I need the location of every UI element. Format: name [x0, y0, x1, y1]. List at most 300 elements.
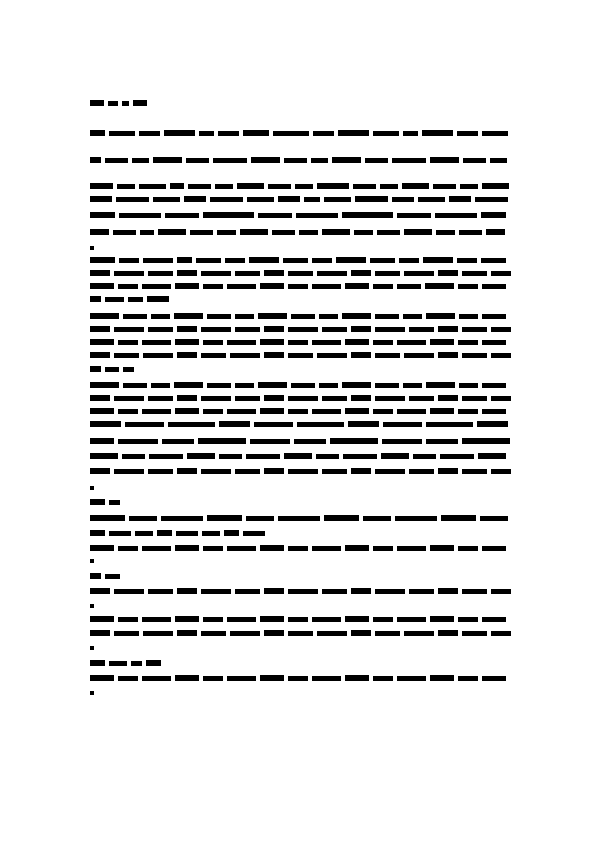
word-block: [351, 468, 371, 474]
word-block: [317, 353, 347, 358]
word-block: [288, 589, 318, 594]
word-block: [295, 184, 313, 189]
text-line: [90, 296, 507, 303]
word-block: [380, 184, 398, 189]
bullet-mark: [90, 646, 94, 650]
word-block: [148, 396, 173, 401]
word-block: [90, 421, 121, 427]
text-line: [90, 382, 507, 389]
word-block: [210, 197, 243, 202]
word-block: [268, 184, 291, 189]
text-line: [90, 438, 507, 445]
word-block: [399, 258, 419, 263]
word-block: [147, 296, 169, 302]
word-block: [409, 589, 434, 594]
word-block: [139, 184, 166, 189]
word-block: [227, 409, 256, 414]
word-block: [438, 630, 458, 636]
word-block: [203, 676, 223, 681]
word-block: [317, 631, 347, 636]
word-block: [345, 616, 369, 622]
word-block: [177, 257, 192, 263]
word-block: [201, 631, 226, 636]
word-block: [264, 630, 284, 636]
word-block: [343, 454, 377, 459]
text-line: [90, 183, 507, 190]
word-block: [170, 183, 184, 189]
word-block: [235, 383, 254, 388]
word-block: [139, 131, 160, 136]
word-block: [117, 184, 135, 189]
word-block: [345, 283, 369, 289]
word-block: [430, 157, 459, 163]
bullet-mark: [90, 559, 94, 563]
word-block: [190, 230, 213, 235]
word-block: [462, 589, 487, 594]
word-block: [288, 271, 313, 276]
word-block: [457, 131, 478, 136]
word-block: [462, 327, 487, 332]
word-block: [177, 352, 197, 358]
word-block: [351, 270, 371, 276]
word-block: [373, 340, 393, 345]
word-block: [113, 230, 136, 235]
word-block: [288, 396, 318, 401]
word-block: [175, 283, 199, 289]
word-block: [264, 326, 284, 332]
word-block: [174, 382, 203, 388]
word-block: [243, 130, 269, 136]
word-block: [227, 340, 256, 345]
word-block: [324, 515, 359, 521]
word-block: [430, 675, 454, 681]
word-block: [459, 230, 482, 235]
word-block: [260, 408, 284, 414]
word-block: [370, 258, 395, 263]
text-line: [90, 157, 507, 164]
word-block: [392, 197, 414, 202]
word-block: [426, 439, 458, 444]
text-line: [90, 499, 507, 506]
word-block: [458, 284, 478, 289]
word-block: [148, 469, 173, 474]
word-block: [462, 353, 487, 358]
word-block: [260, 675, 284, 681]
word-block: [312, 617, 341, 622]
word-block: [383, 422, 422, 427]
word-block: [288, 353, 313, 358]
word-block: [227, 676, 256, 681]
word-block: [177, 630, 197, 636]
word-block: [148, 327, 173, 332]
word-block: [317, 183, 349, 189]
word-block: [203, 284, 223, 289]
word-block: [168, 422, 215, 427]
word-block: [457, 258, 477, 263]
word-block: [90, 630, 110, 636]
word-block: [90, 468, 110, 474]
word-block: [449, 196, 471, 202]
word-block: [207, 515, 242, 521]
word-block: [430, 339, 454, 345]
word-block: [164, 130, 195, 136]
word-block: [462, 396, 487, 401]
word-block: [480, 516, 508, 521]
word-block: [198, 438, 246, 444]
word-block: [491, 396, 511, 401]
word-block: [90, 573, 101, 579]
word-block: [201, 353, 226, 358]
word-block: [114, 589, 144, 594]
word-block: [491, 353, 511, 358]
word-block: [149, 454, 183, 459]
word-block: [230, 353, 260, 358]
word-block: [227, 284, 256, 289]
word-block: [201, 271, 231, 276]
word-block: [188, 184, 211, 189]
word-block: [322, 229, 350, 235]
word-block: [148, 271, 173, 276]
word-block: [338, 130, 369, 136]
word-block: [440, 454, 474, 459]
word-block: [373, 131, 399, 136]
word-block: [351, 352, 371, 358]
word-block: [458, 409, 478, 414]
word-block: [402, 183, 429, 189]
word-block: [218, 131, 239, 136]
word-block: [143, 258, 173, 263]
word-block: [288, 676, 308, 681]
word-block: [409, 327, 434, 332]
word-block: [176, 531, 198, 536]
word-block: [90, 453, 118, 459]
word-block: [105, 367, 119, 372]
word-block: [351, 588, 371, 594]
word-block: [288, 284, 308, 289]
word-block: [90, 660, 105, 666]
word-block: [90, 675, 114, 681]
word-block: [201, 327, 231, 332]
word-block: [175, 408, 199, 414]
word-block: [458, 340, 478, 345]
word-block: [312, 258, 332, 263]
word-block: [90, 326, 110, 332]
word-block: [397, 676, 426, 681]
text-line: [90, 603, 507, 610]
word-block: [462, 631, 487, 636]
word-block: [283, 258, 308, 263]
word-block: [345, 408, 369, 414]
word-block: [481, 258, 506, 263]
word-block: [177, 326, 197, 332]
word-block: [272, 230, 295, 235]
text-line: [90, 229, 507, 236]
word-block: [438, 270, 458, 276]
word-block: [382, 439, 422, 444]
word-block: [90, 196, 112, 202]
text-line: [90, 545, 507, 552]
word-block: [118, 439, 158, 444]
word-block: [219, 454, 242, 459]
word-block: [395, 516, 437, 521]
word-block: [373, 409, 393, 414]
word-block: [177, 468, 197, 474]
text-line: [90, 485, 507, 492]
word-block: [284, 158, 307, 163]
word-block: [235, 314, 254, 319]
word-block: [491, 327, 511, 332]
word-block: [246, 454, 280, 459]
word-block: [312, 409, 341, 414]
word-block: [230, 631, 260, 636]
word-block: [90, 130, 105, 136]
word-block: [345, 675, 369, 681]
word-block: [243, 531, 265, 536]
word-block: [438, 468, 458, 474]
word-block: [397, 284, 421, 289]
text-line: [90, 245, 507, 252]
word-block: [482, 546, 506, 551]
word-block: [203, 409, 223, 414]
word-block: [433, 184, 456, 189]
word-block: [131, 661, 142, 666]
word-block: [225, 258, 245, 263]
word-block: [426, 313, 455, 319]
word-block: [251, 157, 280, 163]
word-block: [122, 101, 129, 106]
word-block: [319, 383, 338, 388]
word-block: [203, 617, 223, 622]
word-block: [157, 530, 172, 536]
word-block: [375, 314, 399, 319]
word-block: [129, 516, 157, 521]
word-block: [462, 469, 487, 474]
word-block: [260, 339, 284, 345]
word-block: [404, 271, 434, 276]
word-block: [224, 530, 239, 536]
word-block: [482, 183, 509, 189]
text-line: [90, 660, 507, 667]
word-block: [90, 339, 114, 345]
word-block: [187, 453, 215, 459]
word-block: [278, 516, 320, 521]
word-block: [435, 213, 477, 218]
word-block: [142, 546, 171, 551]
text-line: [90, 530, 507, 537]
word-block: [354, 230, 373, 235]
word-block: [118, 284, 138, 289]
text-line: [90, 515, 507, 522]
word-block: [151, 383, 170, 388]
word-block: [418, 197, 445, 202]
word-block: [397, 213, 431, 218]
word-block: [153, 157, 182, 163]
word-block: [397, 617, 426, 622]
text-line: [90, 313, 507, 320]
word-block: [312, 676, 341, 681]
text-line: [90, 326, 507, 333]
text-line: [90, 630, 507, 637]
word-block: [201, 396, 231, 401]
word-block: [291, 383, 315, 388]
word-block: [422, 130, 453, 136]
word-block: [460, 184, 478, 189]
word-block: [312, 546, 341, 551]
word-block: [90, 530, 105, 536]
word-block: [288, 340, 308, 345]
word-block: [351, 326, 371, 332]
bullet-mark: [90, 246, 94, 250]
word-block: [133, 100, 147, 106]
word-block: [128, 297, 143, 302]
word-block: [143, 353, 173, 358]
word-block: [118, 409, 138, 414]
word-block: [291, 314, 315, 319]
text-line: [90, 196, 507, 203]
word-block: [316, 454, 339, 459]
word-block: [375, 396, 405, 401]
word-block: [90, 183, 113, 189]
word-block: [90, 382, 119, 388]
word-block: [482, 314, 506, 319]
word-block: [260, 616, 284, 622]
word-block: [105, 158, 128, 163]
word-block: [351, 630, 371, 636]
word-block: [135, 531, 153, 536]
word-block: [122, 454, 145, 459]
word-block: [299, 230, 318, 235]
word-block: [284, 453, 312, 459]
word-block: [438, 326, 458, 332]
word-block: [90, 100, 104, 106]
word-block: [201, 469, 231, 474]
word-block: [273, 131, 309, 136]
text-line: [90, 130, 507, 137]
word-block: [196, 258, 221, 263]
word-block: [235, 271, 260, 276]
word-block: [148, 589, 173, 594]
word-block: [177, 395, 197, 401]
word-block: [260, 545, 284, 551]
word-block: [123, 314, 147, 319]
text-line: [90, 675, 507, 682]
word-block: [114, 469, 144, 474]
word-block: [482, 131, 508, 136]
word-block: [278, 196, 300, 202]
word-block: [311, 158, 328, 163]
word-block: [441, 515, 476, 521]
word-block: [90, 352, 110, 358]
text-line: [90, 270, 507, 277]
word-block: [475, 197, 508, 202]
word-block: [258, 213, 292, 218]
word-block: [109, 500, 120, 505]
word-block: [142, 409, 171, 414]
word-block: [119, 258, 139, 263]
word-block: [491, 271, 511, 276]
word-block: [481, 212, 506, 218]
word-block: [175, 675, 199, 681]
word-block: [158, 229, 186, 235]
word-block: [482, 383, 506, 388]
word-block: [490, 158, 507, 163]
word-block: [458, 617, 478, 622]
word-block: [482, 340, 506, 345]
word-block: [426, 382, 455, 388]
word-block: [90, 395, 110, 401]
word-block: [336, 257, 366, 263]
word-block: [478, 453, 506, 459]
word-block: [375, 469, 405, 474]
word-block: [125, 422, 164, 427]
word-block: [375, 383, 399, 388]
word-block: [322, 327, 347, 332]
word-block: [373, 546, 393, 551]
word-block: [397, 409, 426, 414]
word-block: [207, 314, 231, 319]
word-block: [175, 545, 199, 551]
word-block: [118, 676, 138, 681]
word-block: [409, 469, 434, 474]
word-block: [249, 257, 279, 263]
word-block: [297, 422, 344, 427]
word-block: [90, 499, 105, 505]
word-block: [373, 617, 393, 622]
word-block: [342, 382, 371, 388]
word-block: [114, 353, 139, 358]
word-block: [375, 353, 400, 358]
word-block: [162, 439, 194, 444]
word-block: [264, 588, 284, 594]
word-block: [294, 439, 326, 444]
word-block: [153, 197, 180, 202]
word-block: [459, 383, 478, 388]
word-block: [161, 516, 203, 521]
text-line: [90, 468, 507, 475]
word-block: [118, 340, 138, 345]
word-block: [90, 229, 109, 235]
word-block: [105, 574, 120, 579]
word-block: [304, 197, 320, 202]
word-block: [114, 396, 144, 401]
word-block: [288, 469, 318, 474]
text-line: [90, 616, 507, 623]
word-block: [174, 313, 203, 319]
text-line: [90, 690, 507, 697]
word-block: [375, 589, 405, 594]
word-block: [143, 631, 173, 636]
word-block: [90, 283, 114, 289]
text-line: [90, 558, 507, 565]
word-block: [142, 284, 171, 289]
word-block: [313, 131, 334, 136]
word-block: [430, 545, 454, 551]
word-block: [397, 546, 426, 551]
word-block: [250, 439, 290, 444]
word-block: [123, 367, 134, 372]
word-block: [438, 588, 458, 594]
word-block: [215, 184, 233, 189]
word-block: [404, 353, 434, 358]
word-block: [482, 617, 506, 622]
word-block: [322, 589, 347, 594]
word-block: [240, 229, 268, 235]
text-line: [90, 366, 507, 373]
word-block: [264, 270, 284, 276]
word-block: [463, 158, 486, 163]
word-block: [264, 395, 284, 401]
word-block: [90, 438, 114, 444]
